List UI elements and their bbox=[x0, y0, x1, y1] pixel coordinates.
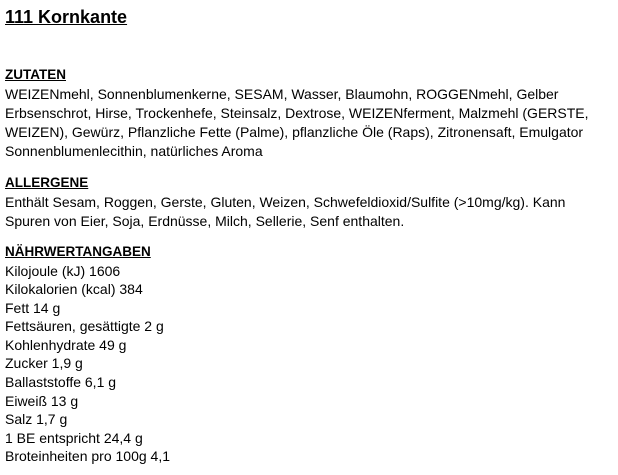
allergens-heading: ALLERGENE bbox=[5, 175, 89, 190]
allergens-section bbox=[5, 174, 613, 231]
ingredients-text: WEIZENmehl, Sonnenblumenkerne, SESAM, Wasser, Blaumohn, ROGGENmehl, Gelber Erbsenschrot, Hirse, Trockenhefe, Steinsalz, Dextrose, WEIZENferment, Malzmehl (GERSTE, WEIZEN), Gewürz, Pflanzliche Fette (Palme), pflanzliche Öle (Raps), Zitronensaft, Emulgator Sonnenblumenlecithin, natürliches Aroma bbox=[5, 85, 589, 159]
nutrient-sugar: Zucker 1,9 g bbox=[5, 355, 83, 372]
nutrient-saturated-fat: Fettsäuren, gesättigte 2 g bbox=[5, 318, 164, 335]
ingredients-heading: ZUTATEN bbox=[5, 67, 66, 82]
nutrient-kilocalories: Kilokalorien (kcal) 384 bbox=[5, 281, 143, 298]
nutrition-heading: NÄHRWERTANGABEN bbox=[5, 244, 151, 259]
nutrient-carbohydrates: Kohlenhydrate 49 g bbox=[5, 336, 127, 353]
product-title: 111 Kornkante bbox=[5, 7, 128, 27]
nutrient-salt: Salz 1,7 g bbox=[5, 411, 68, 428]
allergens-text: Enthält Sesam, Roggen, Gerste, Gluten, Weizen, Schwefeldioxid/Sulfite (>10mg/kg). Kann Spuren von Eier, Soja, Erdnüsse, Milch, Sellerie, Senf enthalten. bbox=[5, 193, 566, 229]
nutrient-bread-units: Broteinheiten pro 100g 4,1 bbox=[5, 448, 171, 465]
nutrient-kilojoule: Kilojoule (kJ) 1606 bbox=[5, 262, 121, 279]
ingredients-section bbox=[5, 66, 613, 161]
nutrient-fat: Fett 14 g bbox=[5, 299, 61, 316]
nutrient-protein: Eiweiß 13 g bbox=[5, 392, 79, 409]
nutrient-fiber: Ballaststoffe 6,1 g bbox=[5, 374, 117, 391]
nutrient-be-equivalent: 1 BE entspricht 24,4 g bbox=[5, 429, 143, 446]
nutrition-section bbox=[5, 243, 613, 466]
